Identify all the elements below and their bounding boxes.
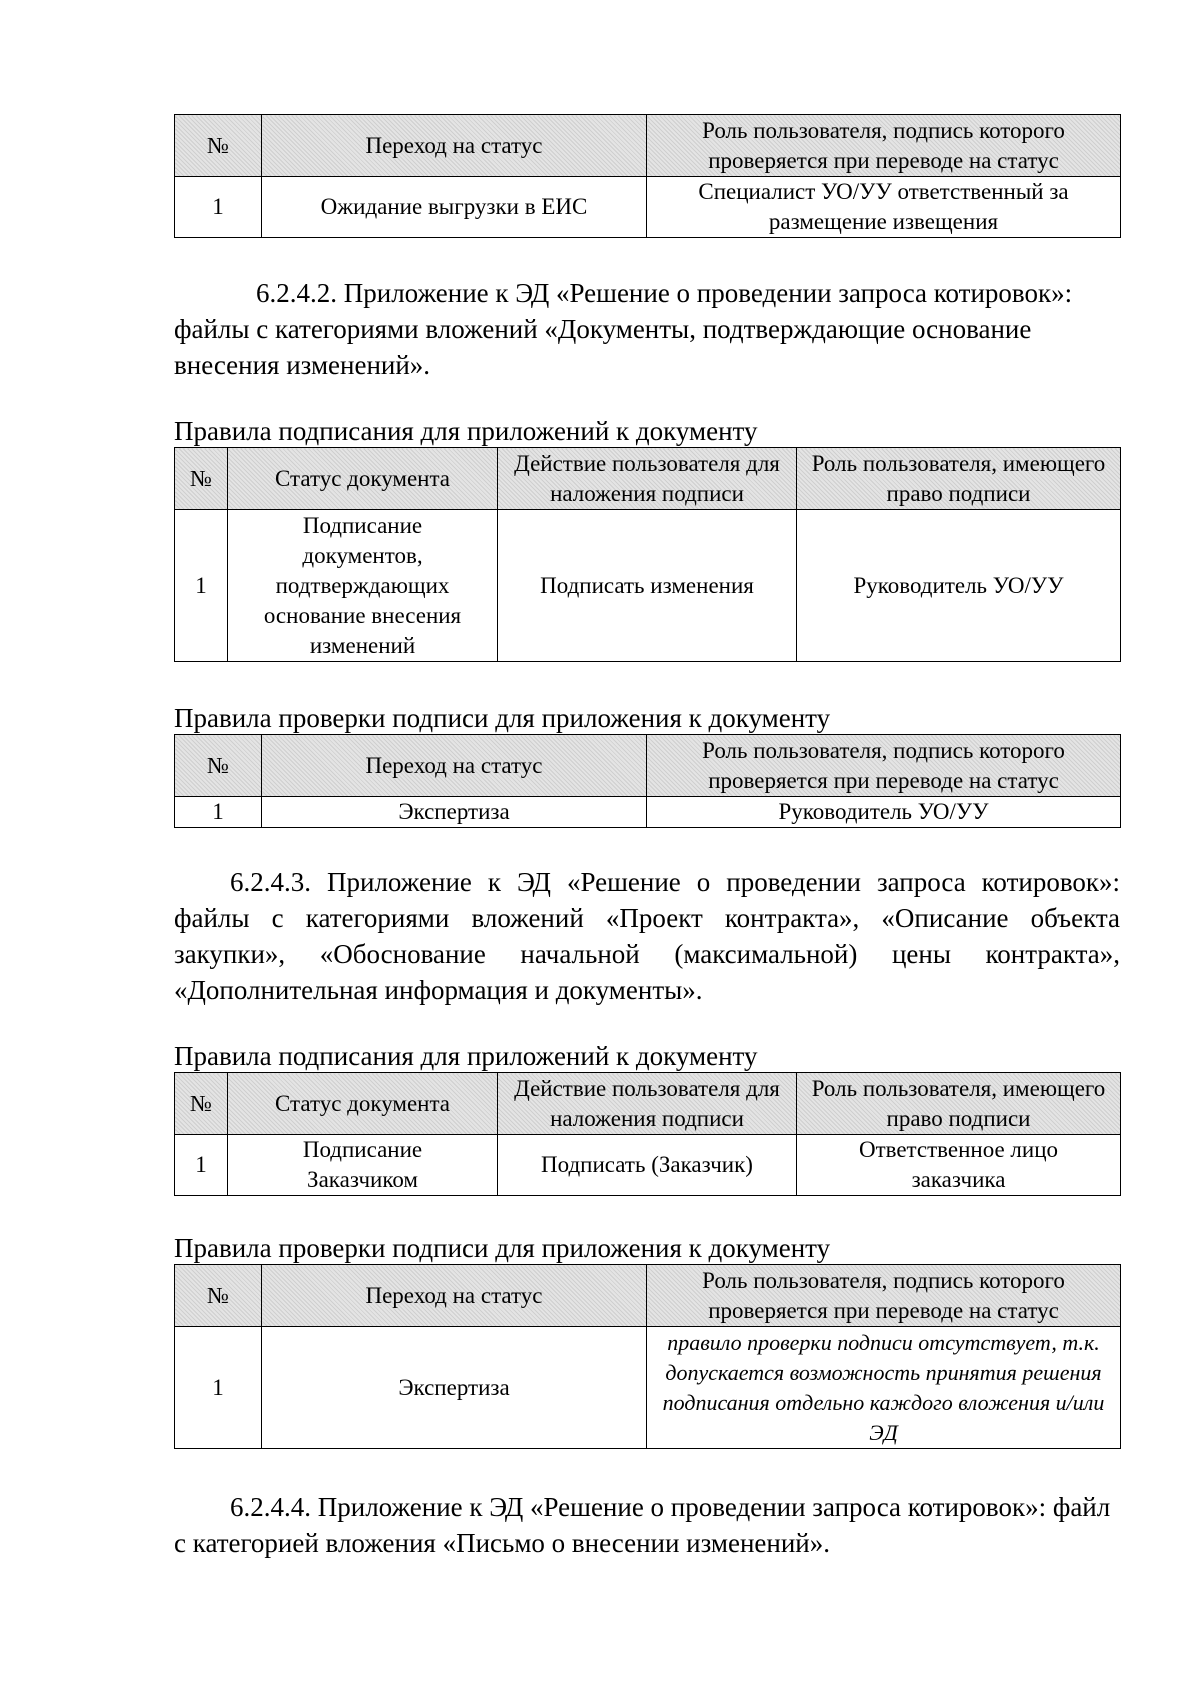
header-transition: Переход на статус	[262, 115, 647, 177]
header-action: Действие пользователя для наложения подписи	[498, 448, 797, 510]
cell-status: Подписание документов, подтверждающих основание внесения изменений	[228, 510, 498, 662]
table-row	[175, 1327, 1121, 1449]
section-6-2-4-3-paragraph: 6.2.4.3. Приложение к ЭД «Решение о проведении запроса котировок»: файлы с категориями вложений «Проект контракта», «Описание объекта закупки», «Обоснование начальной (максимальной) цены контракта», «Дополнительная информация и документы».	[174, 867, 1120, 1005]
cell-number: 1	[175, 797, 262, 828]
header-number: №	[175, 735, 262, 797]
table-header-row	[175, 1265, 1121, 1327]
table-header-row	[175, 448, 1121, 510]
header-transition: Переход на статус	[262, 735, 647, 797]
table-row	[175, 797, 1121, 828]
cell-role: Руководитель УО/УУ	[797, 510, 1121, 662]
cell-action: Подписать (Заказчик)	[498, 1135, 797, 1196]
table-caption: Правила подписания для приложений к документу	[174, 1041, 758, 1071]
signature-check-table-2	[174, 734, 1121, 828]
header-transition: Переход на статус	[262, 1265, 647, 1327]
header-role: Роль пользователя, подпись которого проверяется при переводе на статус	[647, 1265, 1121, 1327]
section-6-2-4-2-paragraph: 6.2.4.2. Приложение к ЭД «Решение о проведении запроса котировок»: файлы с категориями вложений «Документы, подтверждающие основание внесения изменений».	[174, 278, 1073, 380]
cell-number: 1	[175, 1327, 262, 1449]
signing-rules-table-1	[174, 447, 1121, 662]
table-row	[175, 1135, 1121, 1196]
header-number: №	[175, 448, 228, 510]
header-status: Статус документа	[228, 1073, 498, 1135]
signing-rules-table-2	[174, 1072, 1121, 1196]
table-caption: Правила подписания для приложений к документу	[174, 416, 758, 446]
document-page	[174, 114, 1120, 1561]
header-number: №	[175, 1073, 228, 1135]
cell-transition: Экспертиза	[262, 797, 647, 828]
cell-number: 1	[175, 1135, 228, 1196]
header-role: Роль пользователя, подпись которого проверяется при переводе на статус	[647, 735, 1121, 797]
header-role: Роль пользователя, подпись которого проверяется при переводе на статус	[647, 115, 1121, 177]
cell-role: Ответственное лицо заказчика	[797, 1135, 1121, 1196]
header-role: Роль пользователя, имеющего право подписи	[797, 448, 1121, 510]
header-number: №	[175, 1265, 262, 1327]
signature-check-table-1	[174, 114, 1121, 238]
cell-action: Подписать изменения	[498, 510, 797, 662]
signature-check-table-3	[174, 1264, 1121, 1449]
table-caption: Правила проверки подписи для приложения к документу	[174, 1233, 831, 1263]
cell-transition: Экспертиза	[262, 1327, 647, 1449]
header-status: Статус документа	[228, 448, 498, 510]
table-caption: Правила проверки подписи для приложения к документу	[174, 703, 831, 733]
cell-role: Специалист УО/УУ ответственный за размещение извещения	[647, 177, 1121, 238]
section-6-2-4-4-paragraph: 6.2.4.4. Приложение к ЭД «Решение о проведении запроса котировок»: файл с категорией вложения «Письмо о внесении изменений».	[174, 1492, 1111, 1558]
cell-transition: Ожидание выгрузки в ЕИС	[262, 177, 647, 238]
cell-role: Руководитель УО/УУ	[647, 797, 1121, 828]
header-number: №	[175, 115, 262, 177]
header-action: Действие пользователя для наложения подписи	[498, 1073, 797, 1135]
header-role: Роль пользователя, имеющего право подписи	[797, 1073, 1121, 1135]
table-header-row	[175, 1073, 1121, 1135]
cell-status: Подписание Заказчиком	[228, 1135, 498, 1196]
cell-number: 1	[175, 510, 228, 662]
table-row	[175, 510, 1121, 662]
cell-number: 1	[175, 177, 262, 238]
table-row	[175, 177, 1121, 238]
cell-role-note: правило проверки подписи отсутствует, т.к. допускается возможность принятия решения подписания отдельно каждого вложения и/или ЭД	[647, 1327, 1121, 1449]
table-header-row	[175, 735, 1121, 797]
table-header-row	[175, 115, 1121, 177]
